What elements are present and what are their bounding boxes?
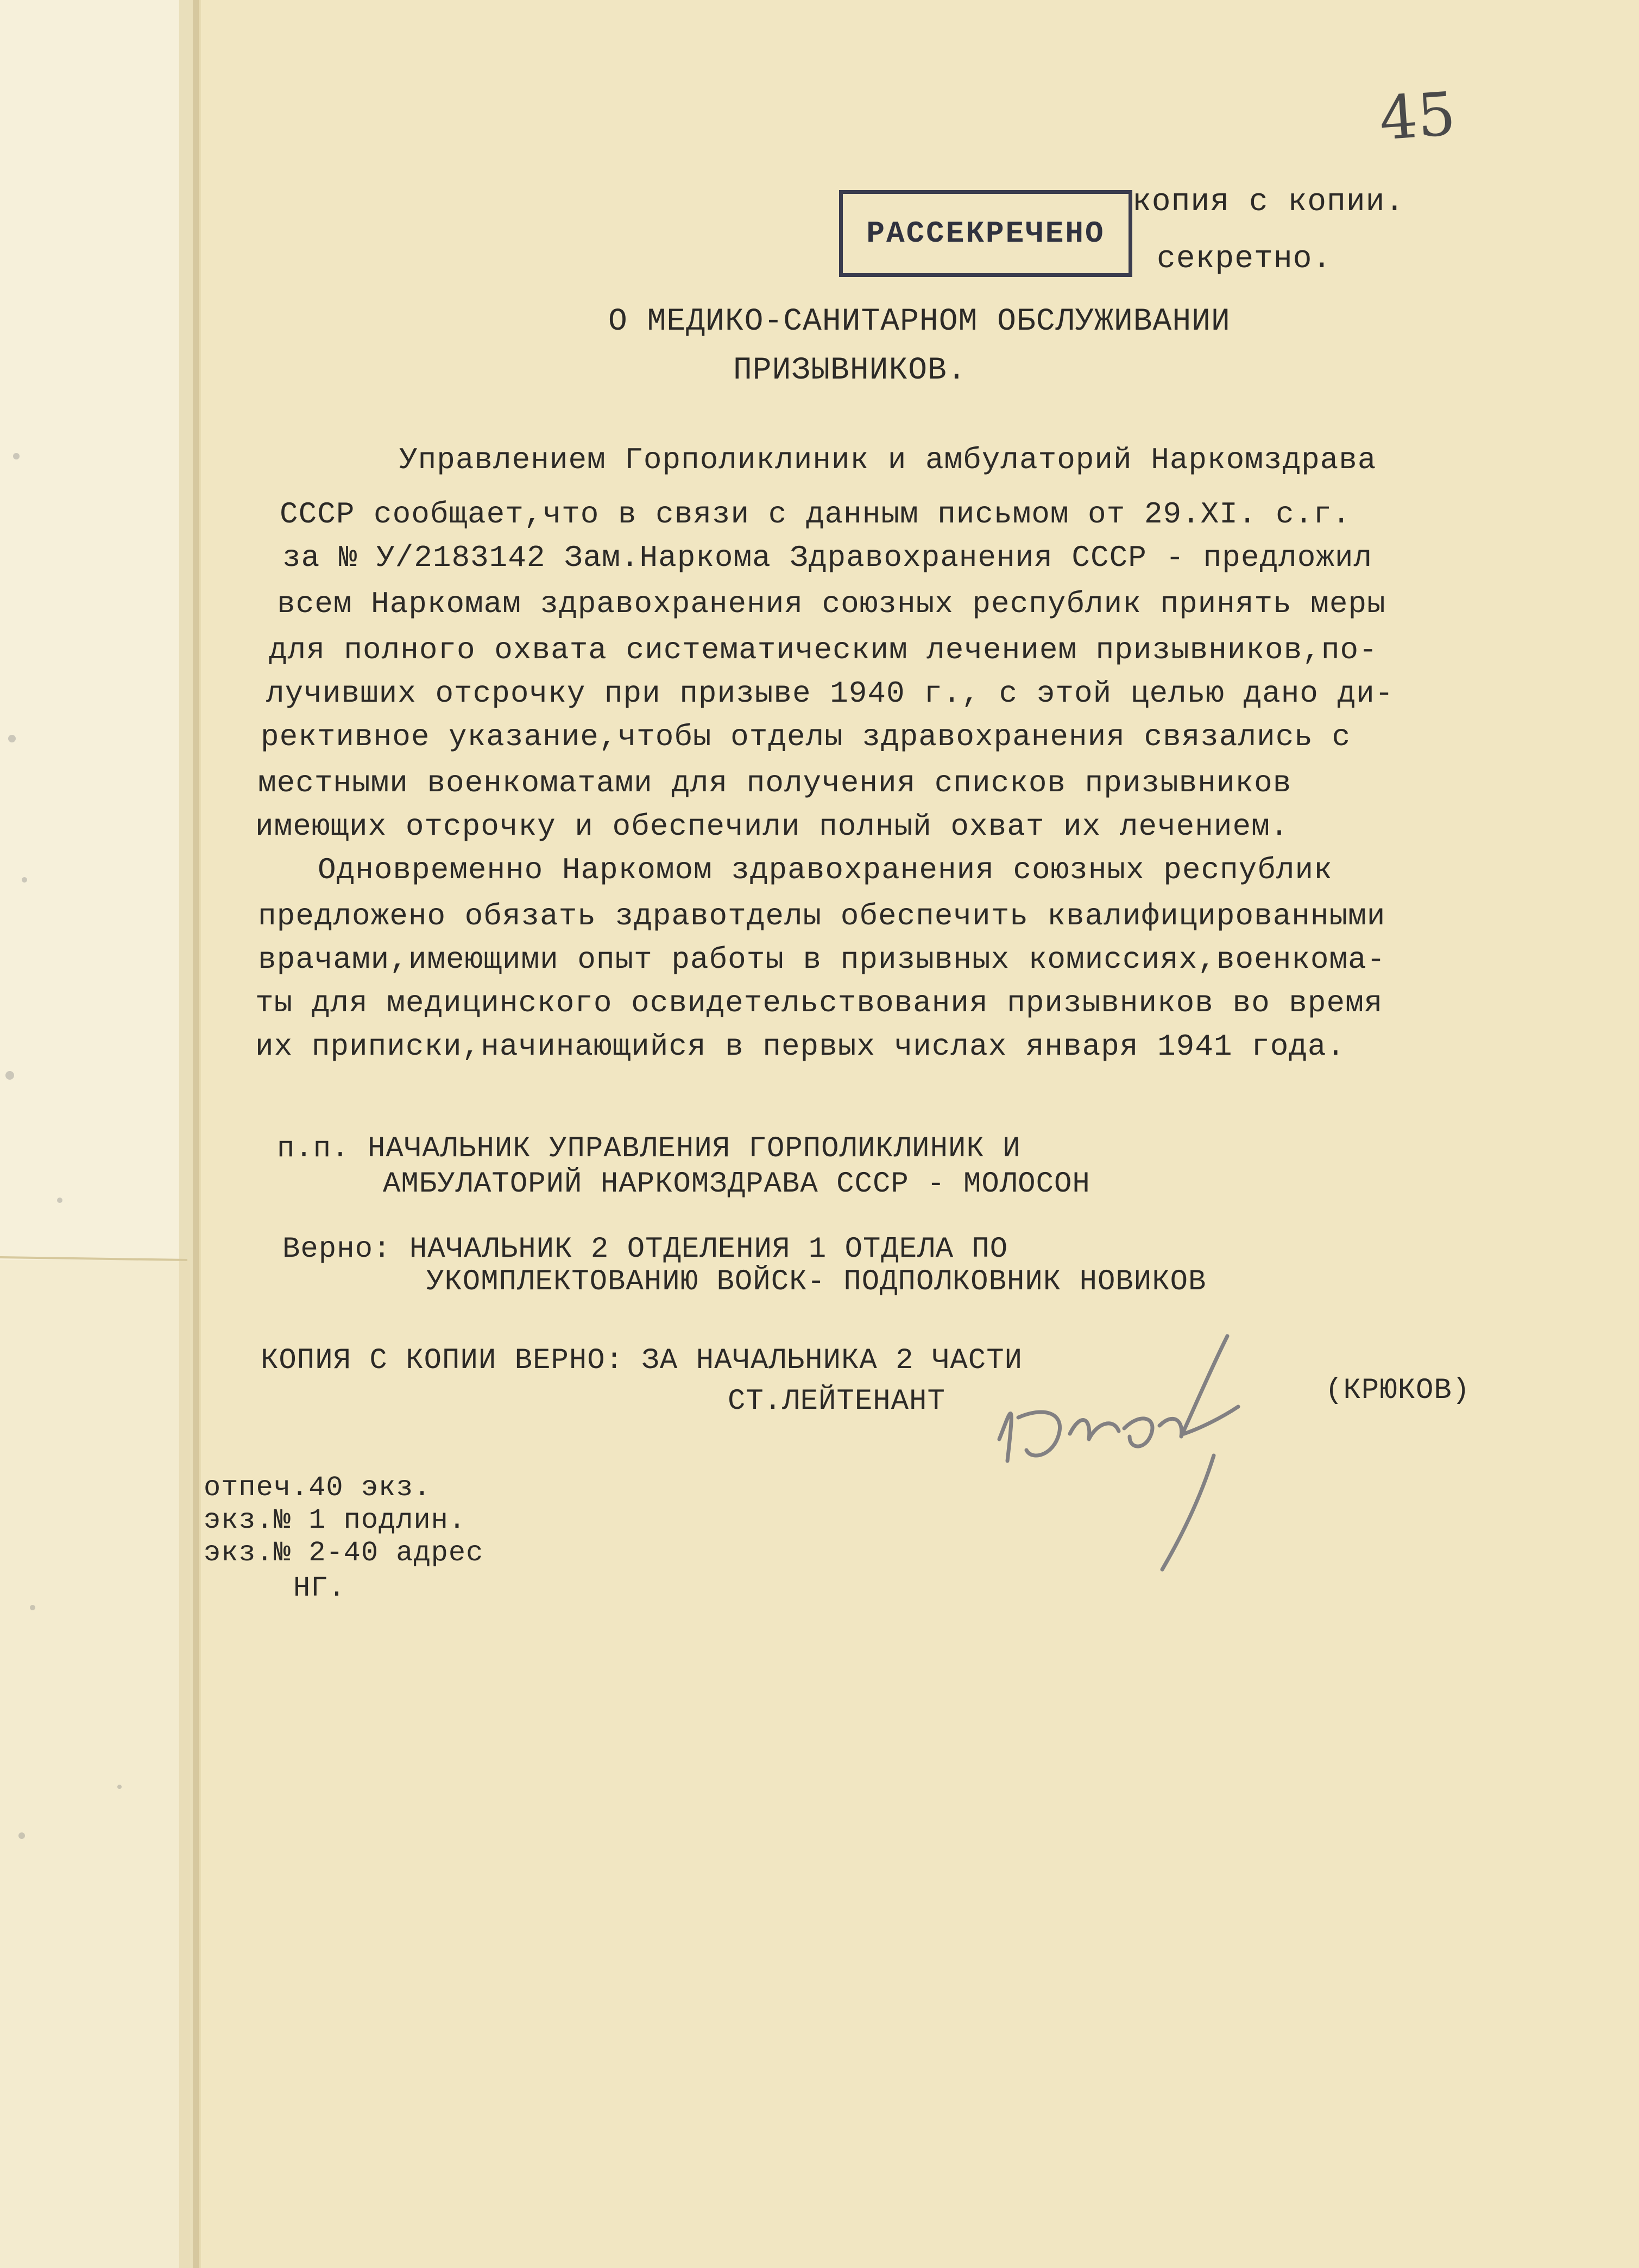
body-line: Управлением Горполиклиник и амбулаторий Наркомздрава (399, 443, 1377, 477)
body-line: врачами,имеющими опыт работы в призывных комиссиях,военкома- (258, 942, 1386, 977)
body-line: за № У/2183142 Зам.Наркома Здравохранения СССР - предложил (282, 540, 1373, 575)
body-line: для полного охвата систематическим лечением призывников,по- (269, 633, 1378, 667)
header-classification: секретно. (1157, 242, 1332, 277)
body-line: предложено обязать здравотделы обеспечить квалифицированными (258, 899, 1386, 934)
body-line: всем Наркомам здравохранения союзных республик принять меры (277, 587, 1386, 621)
declassified-stamp-text: РАССЕКРЕЧЕНО (866, 216, 1105, 251)
verno-line-1: Верно: НАЧАЛЬНИК 2 ОТДЕЛЕНИЯ 1 ОТДЕЛА ПО (282, 1233, 1008, 1266)
document-title-line-1: О МЕДИКО-САНИТАРНОМ ОБСЛУЖИВАНИИ (608, 304, 1231, 339)
verno-line-2: УКОМПЛЕКТОВАНИЮ ВОЙСК- ПОДПОЛКОВНИК НОВИКОВ (426, 1265, 1207, 1299)
copy-certification-line-2: СТ.ЛЕЙТЕНАНТ (728, 1385, 945, 1418)
body-line: их приписки,начинающийся в первых числах января 1941 года. (255, 1029, 1346, 1064)
folio-number: 45 (1377, 79, 1458, 154)
footer-line: НГ. (293, 1572, 346, 1604)
body-line: Одновременно Наркомом здравохранения союзных республик (318, 853, 1333, 887)
copy-certification-line-1: КОПИЯ С КОПИИ ВЕРНО: ЗА НАЧАЛЬНИКА 2 ЧАСТИ (261, 1344, 1023, 1377)
footer-line: экз.№ 1 подлин. (204, 1504, 467, 1536)
body-line: СССР сообщает,что в связи с данным письмом от 29.XI. с.г. (280, 497, 1351, 532)
footer-line: отпеч.40 экз. (204, 1472, 431, 1504)
header-copy-note: копия с копии. (1132, 185, 1405, 220)
body-line: имеющих отсрочку и обеспечили полный охват их лечением. (255, 809, 1289, 844)
body-line: рективное указание,чтобы отделы здравохранения связались с (261, 720, 1351, 754)
copy-certifier-name: (КРЮКОВ) (1325, 1374, 1471, 1407)
footer-line: экз.№ 2-40 адрес (204, 1537, 484, 1569)
handwritten-signature (967, 1325, 1303, 1575)
body-line: местными военкоматами для получения списков призывников (258, 766, 1292, 801)
body-line: ты для медицинского освидетельствования призывников во время (255, 986, 1383, 1020)
document-title-line-2: ПРИЗЫВНИКОВ. (733, 353, 967, 388)
pp-line-1: п.п. НАЧАЛЬНИК УПРАВЛЕНИЯ ГОРПОЛИКЛИНИК И (277, 1132, 1021, 1166)
declassified-stamp (839, 190, 1132, 277)
body-line: лучивших отсрочку при призыве 1940 г., с этой целью дано ди- (266, 676, 1394, 711)
pp-line-2: АМБУЛАТОРИЙ НАРКОМЗДРАВА СССР - МОЛОСОН (383, 1168, 1090, 1201)
